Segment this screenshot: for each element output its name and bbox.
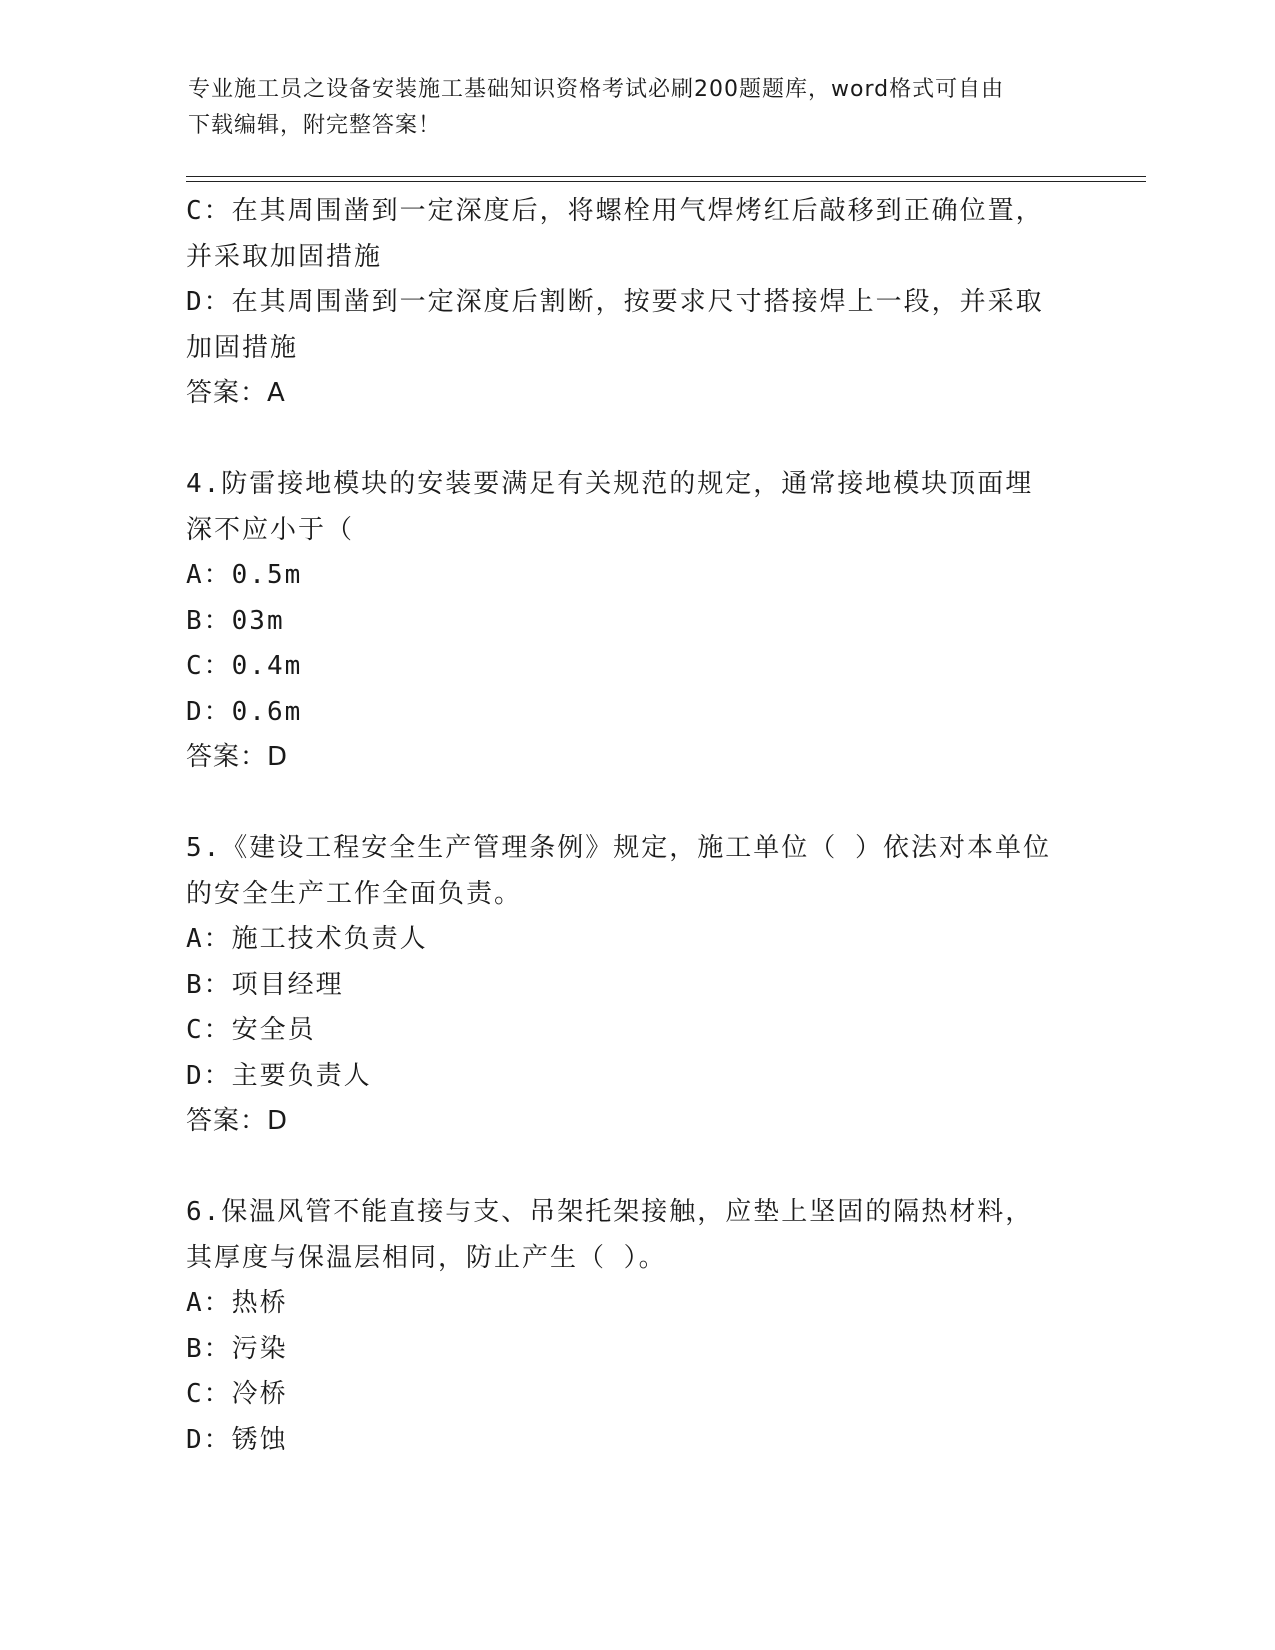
question-5 xyxy=(186,826,1086,1145)
document-header xyxy=(188,72,1088,144)
q6-option-c: C：冷桥 xyxy=(186,1379,288,1409)
spacer xyxy=(186,1145,1086,1191)
q5-stem-line-1: 5.《建设工程安全生产管理条例》规定，施工单位（ ）依法对本单位 xyxy=(186,833,1051,863)
q5-option-b: B：项目经理 xyxy=(186,969,344,1000)
q3-option-d-line-2: 加固措施 xyxy=(186,332,299,363)
q6-option-b: B：污染 xyxy=(186,1333,288,1364)
q3-option-c-line-1: C：在其周围凿到一定深度后，将螺栓用气焊烤红后敲移到正确位置， xyxy=(186,196,1044,226)
q6-stem-line-2: 其厚度与保温层相同，防止产生（ ）。 xyxy=(186,1242,667,1273)
q6-stem-line-1: 6.保温风管不能直接与支、吊架托架接触，应垫上坚固的隔热材料， xyxy=(186,1197,1034,1227)
q3-option-d-line-1: D：在其周围凿到一定深度后割断，按要求尺寸搭接焊上一段，并采取 xyxy=(186,287,1044,317)
q4-stem-line-2: 深不应小于（ xyxy=(186,514,355,545)
q3-answer: 答案：A xyxy=(186,378,286,408)
q5-option-d: D：主要负责人 xyxy=(186,1060,372,1091)
question-list xyxy=(186,189,1086,1463)
question-6 xyxy=(186,1190,1086,1463)
q5-answer: 答案：D xyxy=(186,1106,289,1136)
header-title-line-1: 专业施工员之设备安装施工基础知识资格考试必刷200题题库，word格式可自由 xyxy=(188,77,1005,102)
question-4 xyxy=(186,462,1086,781)
header-divider-top xyxy=(186,176,1146,177)
question-3-continued xyxy=(186,189,1086,417)
header-divider-bottom xyxy=(186,181,1146,182)
q4-option-c: C：0.4m xyxy=(186,651,303,681)
q5-stem-line-2: 的安全生产工作全面负责。 xyxy=(186,878,523,909)
q4-option-d: D：0.6m xyxy=(186,696,303,727)
q4-answer: 答案：D xyxy=(186,742,289,772)
spacer xyxy=(186,417,1086,463)
q4-option-a: A：0.5m xyxy=(186,560,303,590)
q6-option-d: D：锈蚀 xyxy=(186,1424,288,1455)
q5-option-c: C：安全员 xyxy=(186,1015,316,1045)
q6-option-a: A：热桥 xyxy=(186,1288,288,1318)
q4-stem-line-1: 4.防雷接地模块的安装要满足有关规范的规定，通常接地模块顶面埋 xyxy=(186,469,1034,499)
q5-option-a: A：施工技术负责人 xyxy=(186,924,428,954)
spacer xyxy=(186,781,1086,827)
q4-option-b: B：03m xyxy=(186,605,285,636)
q3-option-c-line-2: 并采取加固措施 xyxy=(186,241,383,272)
header-title-line-2: 下载编辑，附完整答案！ xyxy=(188,113,442,138)
